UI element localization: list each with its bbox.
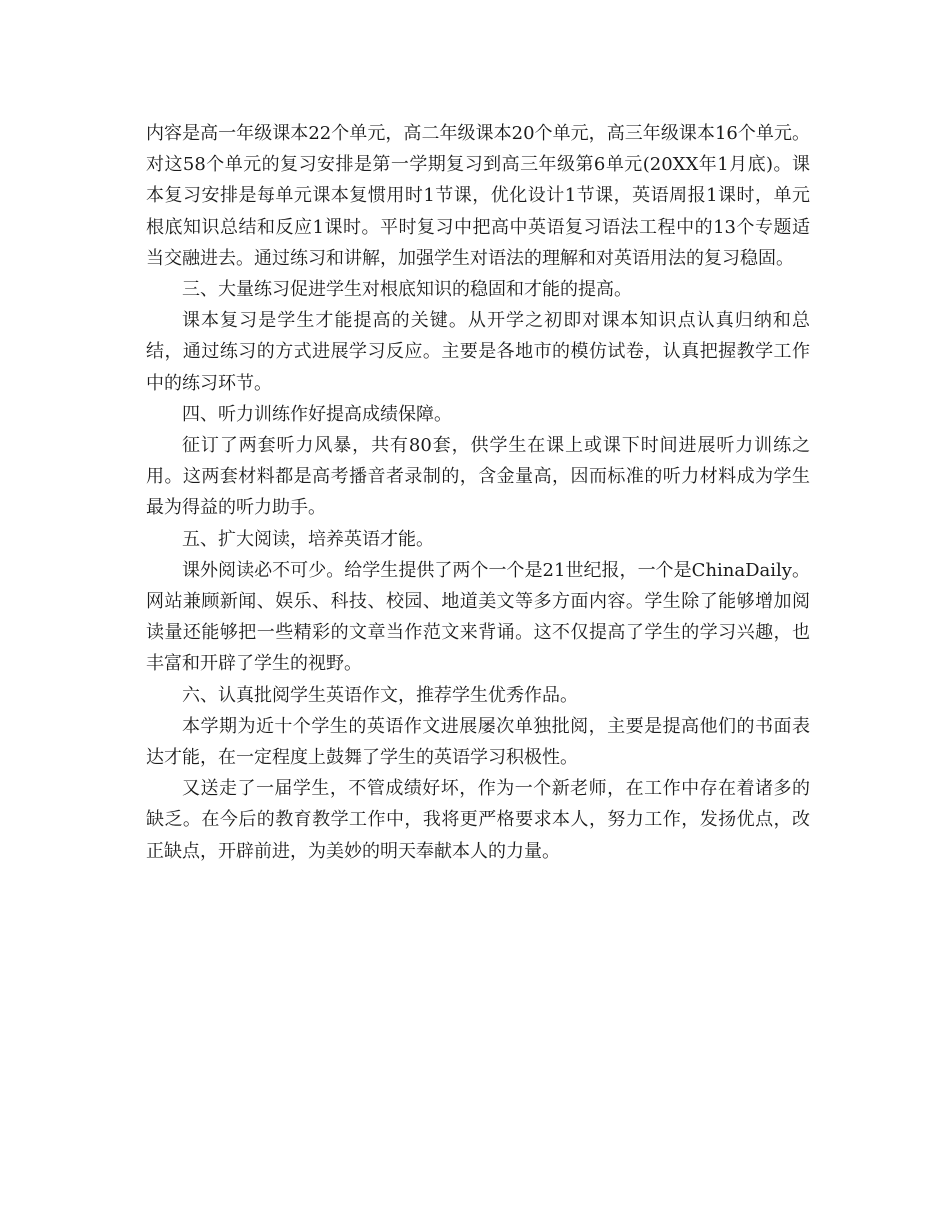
document-body bbox=[146, 118, 810, 867]
paragraph-intro: 内容是高一年级课本22个单元，高二年级课本20个单元，高三年级课本16个单元。对这58个单元的复习安排是第一学期复习到高三年级第6单元(20XX年1月底)。课本复习安排是每单元课本复惯用时1节课，优化设计1节课，英语周报1课时，单元根底知识总结和反应1课时。平时复习中把高中英语复习语法工程中的13个专题适当交融进去。通过练习和讲解，加强学生对语法的理解和对英语用法的复习稳固。 bbox=[146, 123, 810, 269]
paragraph-writing: 本学期为近十个学生的英语作文进展屡次单独批阅，主要是提高他们的书面表达才能，在一定程度上鼓舞了学生的英语学习积极性。 bbox=[146, 715, 810, 769]
paragraph-reading: 课外阅读必不可少。给学生提供了两个一个是21世纪报，一个是ChinaDaily。网站兼顾新闻、娱乐、科技、校园、地道美文等多方面内容。学生除了能够增加阅读量还能够把一些精彩的文章当作范文来背诵。这不仅提高了学生的学习兴趣，也丰富和开辟了学生的视野。 bbox=[146, 559, 810, 675]
paragraph-listening: 征订了两套听力风暴，共有80套，供学生在课上或课下时间进展听力训练之用。这两套材料都是高考播音者录制的，含金量高，因而标准的听力材料成为学生最为得益的听力助手。 bbox=[146, 435, 810, 519]
paragraph-practice: 课本复习是学生才能提高的关键。从开学之初即对课本知识点认真归纳和总结，通过练习的方式进展学习反应。主要是各地市的模仿试卷，认真把握教学工作中的练习环节。 bbox=[146, 310, 810, 394]
section-heading-reading: 五、扩大阅读，培养英语才能。 bbox=[182, 528, 434, 550]
paragraph-conclusion: 又送走了一届学生，不管成绩好坏，作为一个新老师，在工作中存在着诸多的缺乏。在今后的教育教学工作中，我将更严格要求本人，努力工作，发扬优点，改正缺点，开辟前进，为美妙的明天奉献本人的力量。 bbox=[146, 778, 810, 862]
section-heading-listening: 四、听力训练作好提高成绩保障。 bbox=[182, 403, 452, 425]
section-heading-writing: 六、认真批阅学生英语作文，推荐学生优秀作品。 bbox=[182, 684, 578, 706]
section-heading-practice: 三、大量练习促进学生对根底知识的稳固和才能的提高。 bbox=[182, 279, 632, 301]
